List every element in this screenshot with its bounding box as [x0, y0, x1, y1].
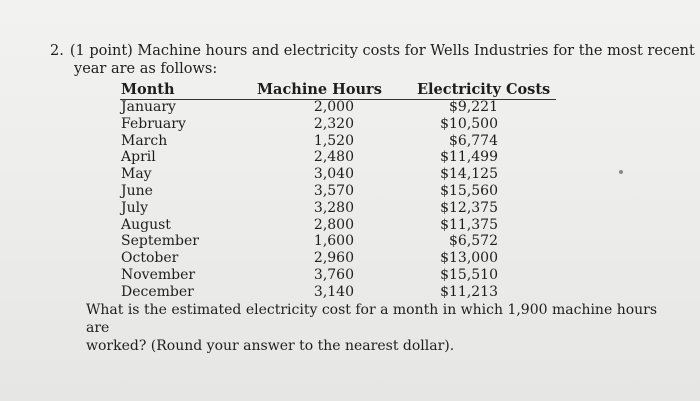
cell-hours: 3,280	[313, 199, 354, 216]
cell-month: August	[121, 216, 171, 233]
cell-hours: 1,600	[313, 233, 354, 250]
header-electricity-costs: Electricity Costs	[417, 81, 551, 98]
cell-month: October	[121, 250, 179, 267]
cell-hours: 2,960	[313, 250, 354, 267]
cell-month: March	[121, 132, 168, 149]
cell-cost: $6,774	[449, 132, 498, 149]
table-row	[0, 99, 700, 116]
question-prompt-line2: worked? (Round your answer to the nearest dollar).	[86, 338, 455, 354]
table-row	[0, 233, 700, 250]
cell-hours: 2,800	[313, 216, 354, 233]
cell-month: February	[121, 115, 186, 132]
cell-month: September	[121, 233, 199, 250]
cell-hours: 3,040	[313, 166, 354, 183]
cell-month: December	[121, 283, 194, 300]
cell-cost: $13,000	[440, 250, 498, 267]
cell-cost: $11,499	[440, 149, 498, 166]
header-machine-hours: Machine Hours	[257, 81, 382, 98]
cell-cost: $11,375	[440, 216, 498, 233]
cell-hours: 3,760	[313, 266, 354, 283]
cell-hours: 1,520	[313, 132, 354, 149]
cell-month: January	[121, 99, 176, 115]
question-number: 2.	[50, 43, 64, 59]
stray-mark	[619, 170, 623, 174]
cell-hours: 2,000	[313, 99, 354, 115]
cell-cost: $10,500	[440, 115, 498, 132]
table-row	[0, 183, 700, 200]
cell-hours: 2,480	[313, 149, 354, 166]
question-prompt	[86, 301, 666, 355]
cell-cost: $15,560	[440, 182, 498, 199]
table-row	[0, 149, 700, 166]
cell-month: May	[121, 166, 152, 183]
table-row	[0, 267, 700, 284]
question-intro-line2: year are as follows:	[74, 61, 218, 77]
cell-month: April	[121, 149, 156, 166]
question-intro	[50, 42, 695, 61]
cell-month: July	[121, 199, 149, 216]
cell-cost: $9,221	[449, 99, 498, 115]
cell-month: June	[121, 182, 153, 199]
cell-hours: 3,140	[313, 283, 354, 300]
question-prompt-line1: What is the estimated electricity cost for a month in which 1,900 machine hours are	[86, 302, 658, 336]
data-table	[0, 99, 700, 301]
cell-cost: $11,213	[440, 283, 498, 300]
table-row	[0, 200, 700, 217]
cell-cost: $15,510	[440, 266, 498, 283]
table-row	[0, 133, 700, 150]
cell-hours: 2,320	[313, 115, 354, 132]
table-row	[0, 217, 700, 234]
question-intro-line1: (1 point) Machine hours and electricity costs for Wells Industries for the most recent	[69, 43, 695, 59]
table-row	[0, 116, 700, 133]
header-month: Month	[121, 81, 175, 98]
table-row	[0, 284, 700, 301]
table-row	[0, 250, 700, 267]
cell-month: November	[121, 266, 196, 283]
cell-cost: $12,375	[440, 199, 498, 216]
cell-hours: 3,570	[313, 182, 354, 199]
table-row	[0, 166, 700, 183]
cell-cost: $6,572	[449, 233, 498, 250]
cell-cost: $14,125	[440, 166, 498, 183]
